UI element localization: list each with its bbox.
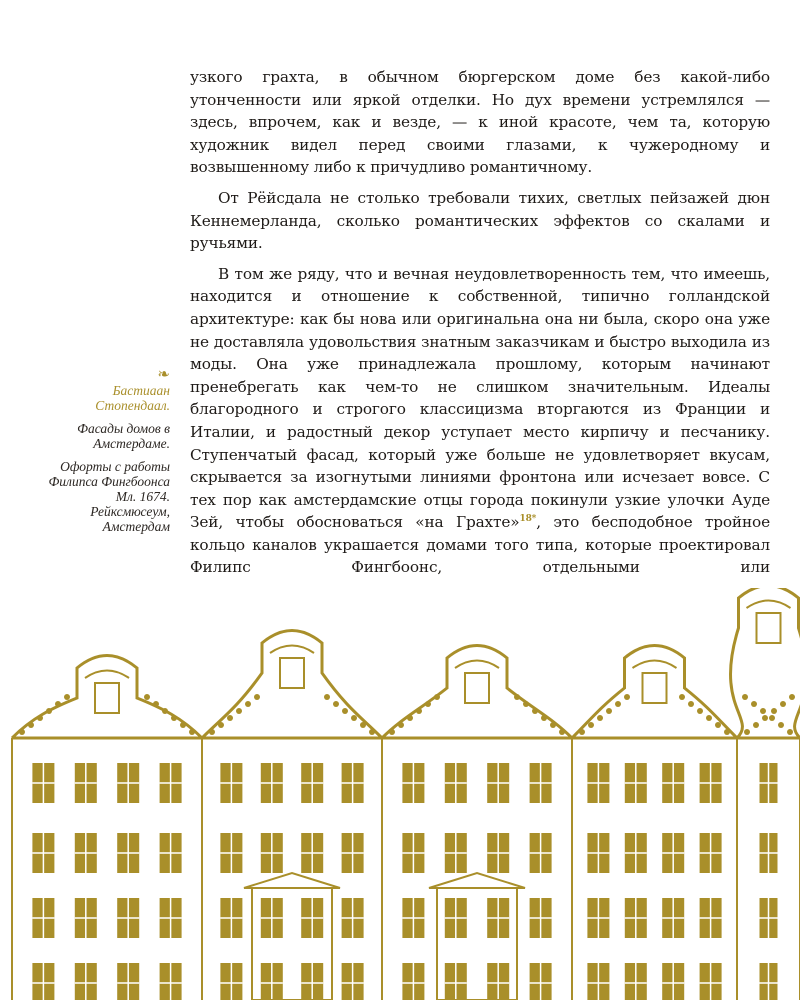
canal-house-facades-etching [0,588,800,1000]
paragraph-3-part-2: , это бесподобное тройное кольцо каналов украшается домами того типа, которые проектировал Филипс Фингбоонс, отдельными или [190,513,770,577]
house-facade [731,588,800,1000]
main-text [190,66,770,579]
paragraph-2: От Рёйсдала не столько требовали тихих, светлых пейзажей дюн Кеннемерланда, сколько романтических эффектов со скалами и ручьями. [190,188,770,253]
caption-body: Офорты с работы Филипса Фингбоонса Мл. 1674. Рейксмюсеум, Амстердам [48,459,170,534]
caption-author: Бастиаан Стопендаал. [95,383,170,413]
paragraph-1: узкого грахта, в обычном бюргерском доме без какой-либо утонченности или яркой отделки. Но дух времени устремлялся — здесь, впрочем, как и везде, — к иной красоте, чем та, которую художник видел перед своими глазами, к чужеродному и возвышенному либо к причудливо романтичному. [190,68,770,177]
house-facade [202,631,382,1000]
footnote-marker: 18* [519,514,537,525]
house-facade [572,646,737,1000]
paragraph-3 [190,263,770,579]
fleuron-icon: ❧ [157,367,170,383]
margin-caption [40,368,170,542]
paragraph-3-part-1: В том же ряду, что и вечная неудовлетворенность тем, что имеешь, находится и отношение к собственной, типично голландской архитектуре: как бы нова или оригинальна она ни была, скоро она уже не доставляла удовольствия знатным заказчикам и быстро выходила из моды. Она уже принадлежала прошлому, которым начинают пренебрегать как чем-то не слишком значительным. Идеалы благородного и строгого классицизма вторгаются из Франции и Италии, и радостный декор уступает место кирпичу и песчанику. Ступенчатый фасад, который уже больше не удовлетворяет вкусам, скрывается за изогнутыми линиями фронтона или исчезает вовсе. С тех пор как амстердамские отцы города покинули узкие улочки Ауде Зей, чтобы обосноваться «на Грахте» [190,264,770,532]
house-facade [382,646,572,1000]
house-facade [12,656,202,1000]
caption-title: Фасады домов в Амстердаме. [77,421,170,451]
